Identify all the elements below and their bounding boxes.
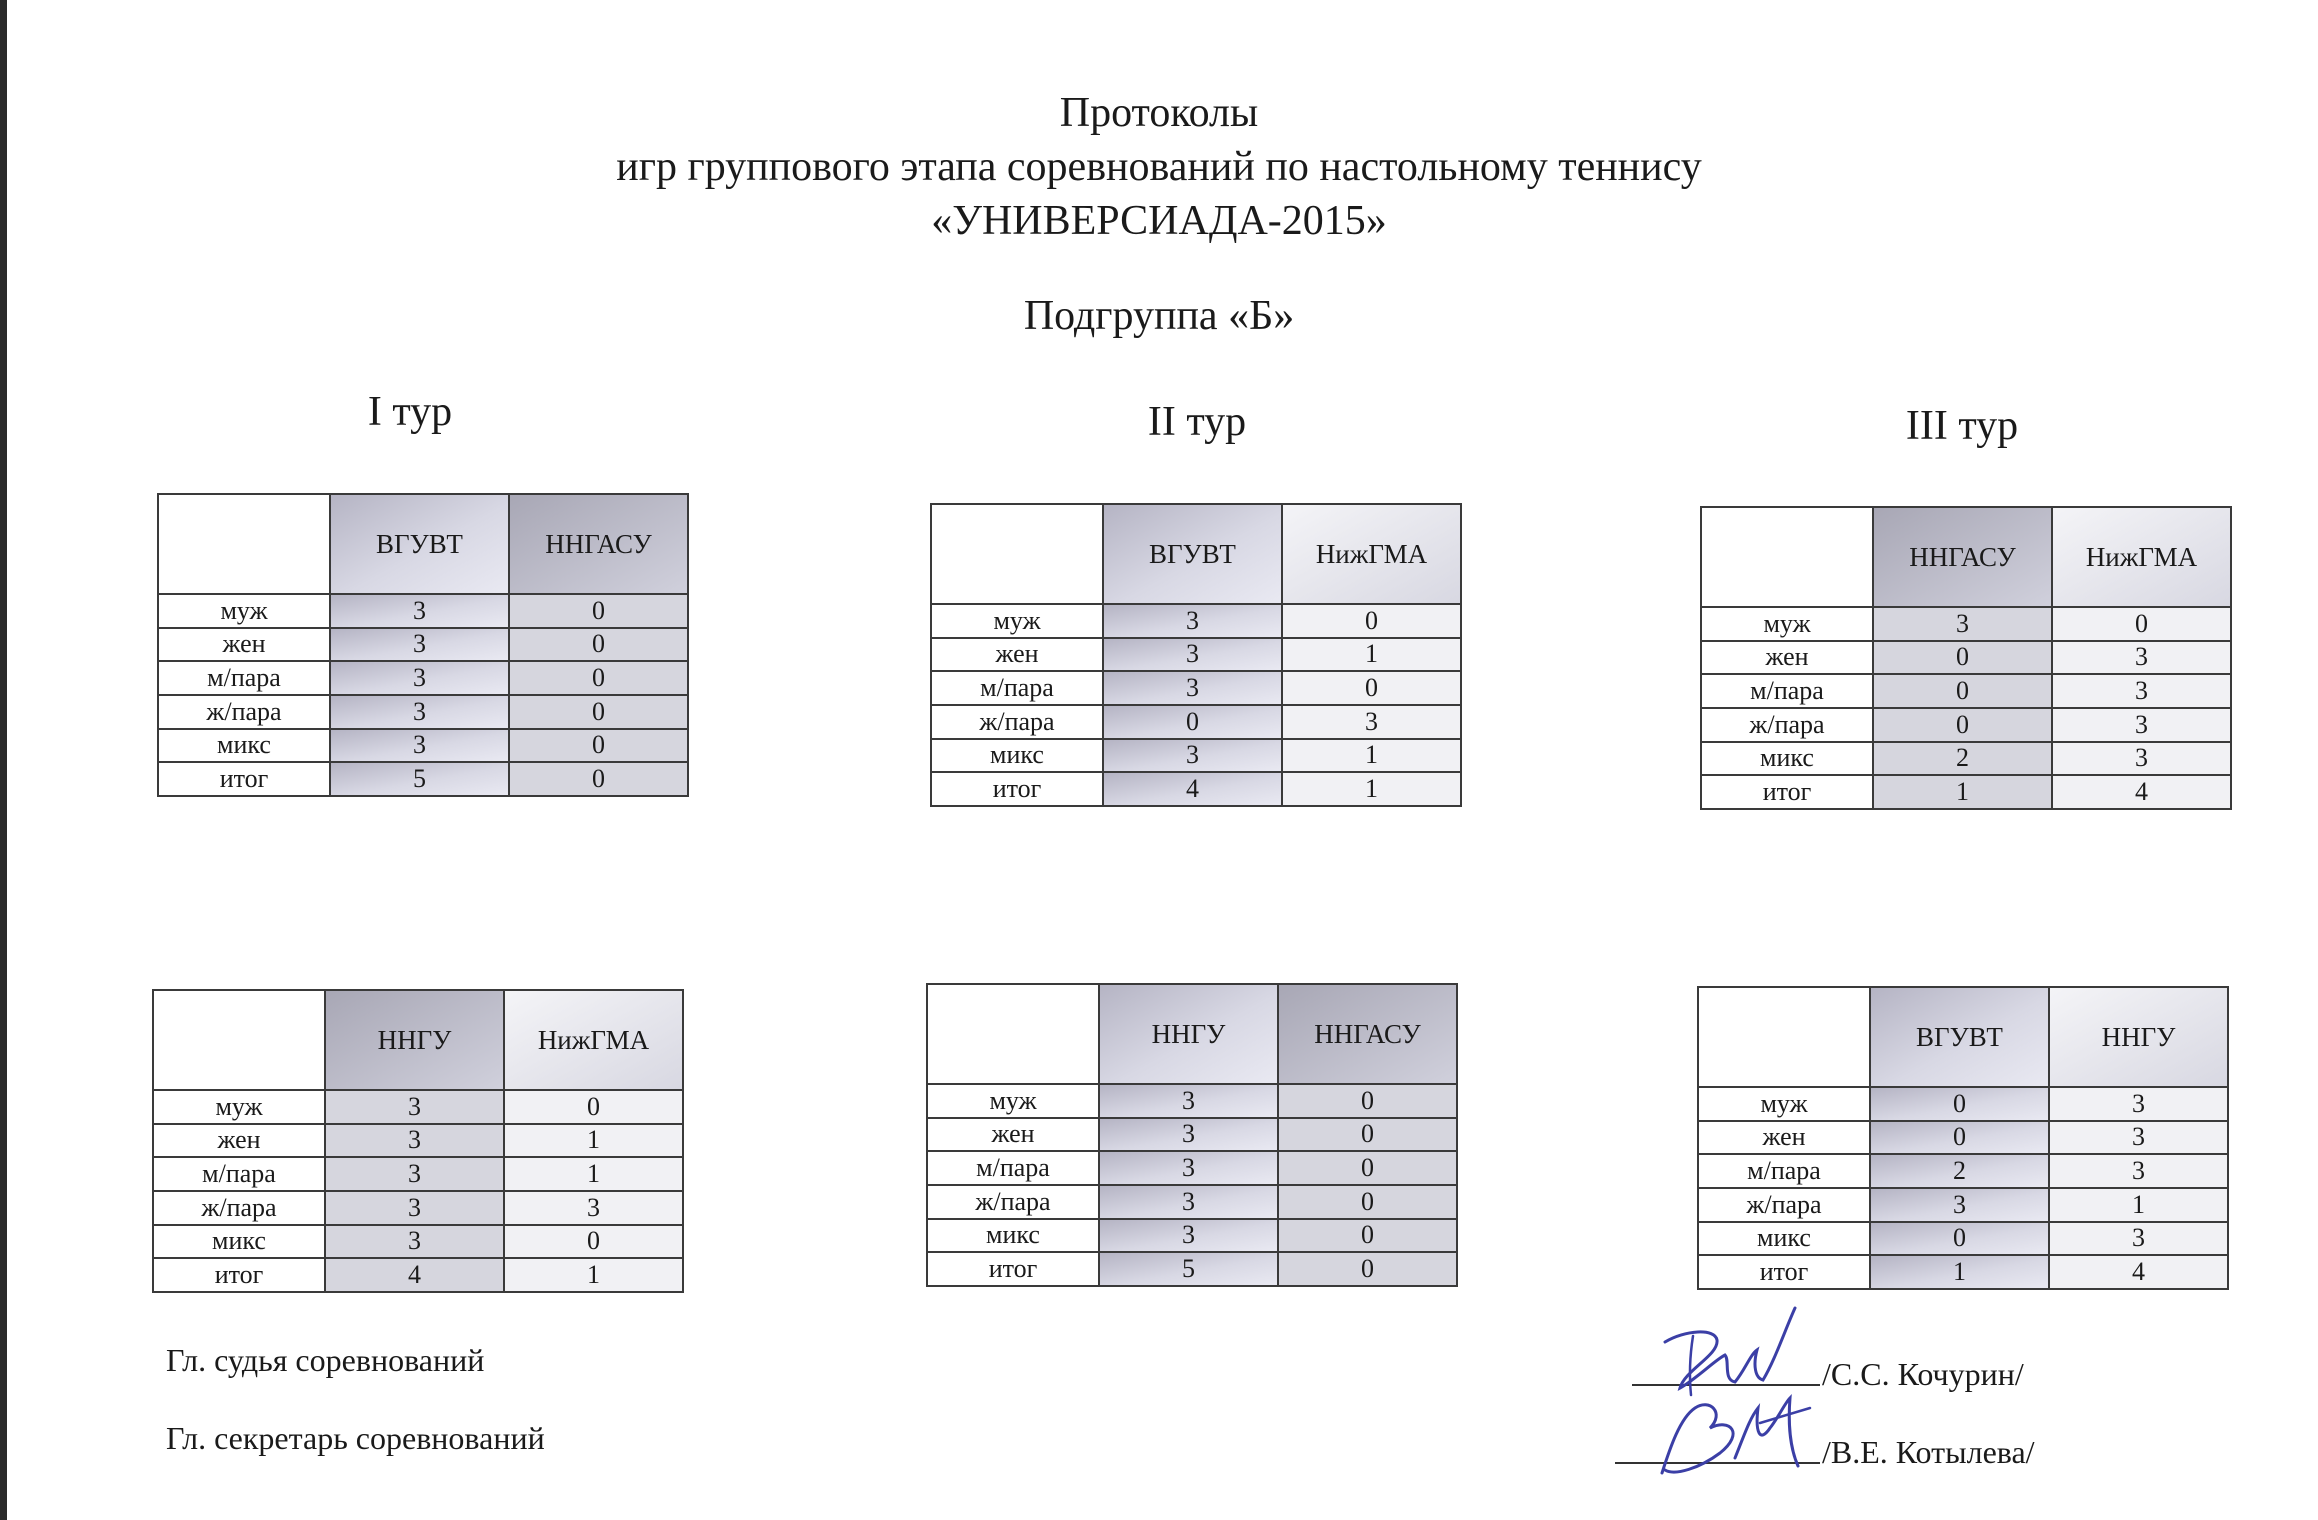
score-row bbox=[158, 594, 688, 628]
team1-score: 3 bbox=[330, 628, 509, 662]
row-label: муж bbox=[1698, 1087, 1870, 1121]
row-label: ж/пара bbox=[927, 1185, 1099, 1219]
row-label: итог bbox=[1698, 1255, 1870, 1289]
row-label: микс bbox=[1698, 1222, 1870, 1256]
match-table-tour2-1 bbox=[930, 503, 1462, 807]
match-table-tour1-1 bbox=[157, 493, 689, 797]
team1-score: 0 bbox=[1103, 705, 1282, 739]
match-header-row bbox=[1698, 987, 2228, 1087]
score-row bbox=[1701, 607, 2231, 641]
match-header-row bbox=[927, 984, 1457, 1084]
team2-score: 0 bbox=[509, 729, 688, 763]
row-label: ж/пара bbox=[1701, 708, 1873, 742]
team1-score: 3 bbox=[325, 1191, 504, 1225]
team2-score: 0 bbox=[1278, 1084, 1457, 1118]
score-row bbox=[153, 1124, 683, 1158]
team1-name: ВГУВТ bbox=[1870, 987, 2049, 1087]
tour-3-title: III тур bbox=[1905, 403, 2019, 449]
team1-score: 3 bbox=[1103, 604, 1282, 638]
score-row bbox=[1698, 1222, 2228, 1256]
score-row bbox=[1701, 742, 2231, 776]
total-row bbox=[1698, 1255, 2228, 1289]
row-label: микс bbox=[158, 729, 330, 763]
team2-score: 0 bbox=[1278, 1219, 1457, 1253]
subgroup-title: Подгруппа «Б» bbox=[1023, 293, 1295, 339]
chief-judge-label: Гл. судья соревнований bbox=[166, 1342, 485, 1378]
team1-score: 3 bbox=[1099, 1219, 1278, 1253]
row-label: жен bbox=[158, 628, 330, 662]
team1-score: 3 bbox=[330, 729, 509, 763]
team1-score: 3 bbox=[330, 661, 509, 695]
row-label: муж bbox=[931, 604, 1103, 638]
team2-name: ННГУ bbox=[2049, 987, 2228, 1087]
team2-score: 0 bbox=[509, 695, 688, 729]
team2-score: 0 bbox=[509, 594, 688, 628]
row-label: микс bbox=[153, 1225, 325, 1259]
match-header-row bbox=[1701, 507, 2231, 607]
score-row bbox=[927, 1118, 1457, 1152]
score-row bbox=[927, 1151, 1457, 1185]
team1-score: 3 bbox=[325, 1124, 504, 1158]
team2-score: 1 bbox=[504, 1124, 683, 1158]
team2-score: 3 bbox=[2049, 1087, 2228, 1121]
secretary-signature-icon bbox=[1640, 1378, 1840, 1488]
row-label: ж/пара bbox=[1698, 1188, 1870, 1222]
total-row bbox=[927, 1252, 1457, 1286]
team2-name: ННГАСУ bbox=[509, 494, 688, 594]
team2-score: 0 bbox=[504, 1225, 683, 1259]
chief-secretary-name: /В.Е. Котылева/ bbox=[1822, 1434, 2035, 1470]
corner-cell bbox=[158, 494, 330, 594]
team2-score: 3 bbox=[2049, 1222, 2228, 1256]
team1-score: 0 bbox=[1873, 641, 2052, 675]
team1-name: ВГУВТ bbox=[330, 494, 509, 594]
team1-total: 1 bbox=[1873, 775, 2052, 809]
score-row bbox=[927, 1084, 1457, 1118]
team1-total: 5 bbox=[1099, 1252, 1278, 1286]
team2-name: НижГМА bbox=[504, 990, 683, 1090]
team2-total: 4 bbox=[2049, 1255, 2228, 1289]
team2-score: 0 bbox=[1282, 604, 1461, 638]
corner-cell bbox=[153, 990, 325, 1090]
score-row bbox=[1701, 674, 2231, 708]
corner-cell bbox=[1698, 987, 1870, 1087]
row-label: муж bbox=[1701, 607, 1873, 641]
team1-score: 3 bbox=[1099, 1151, 1278, 1185]
row-label: муж bbox=[927, 1084, 1099, 1118]
match-header-row bbox=[931, 504, 1461, 604]
team1-score: 0 bbox=[1870, 1087, 2049, 1121]
document-header bbox=[0, 86, 2318, 248]
team1-score: 0 bbox=[1870, 1222, 2049, 1256]
score-row bbox=[153, 1225, 683, 1259]
team2-score: 0 bbox=[509, 628, 688, 662]
team2-score: 3 bbox=[2049, 1121, 2228, 1155]
team1-total: 4 bbox=[325, 1258, 504, 1292]
team2-score: 1 bbox=[2049, 1188, 2228, 1222]
team1-score: 3 bbox=[1870, 1188, 2049, 1222]
score-row bbox=[1698, 1087, 2228, 1121]
match-table-tour3-2 bbox=[1697, 986, 2229, 1290]
corner-cell bbox=[927, 984, 1099, 1084]
match-table-tour1-2 bbox=[152, 989, 684, 1293]
document-subtitle: игр группового этапа соревнований по настольному теннису bbox=[616, 144, 1702, 190]
row-label: жен bbox=[153, 1124, 325, 1158]
corner-cell bbox=[931, 504, 1103, 604]
row-label: жен bbox=[1701, 641, 1873, 675]
row-label: м/пара bbox=[158, 661, 330, 695]
document-title: Протоколы bbox=[1059, 90, 1259, 136]
team2-score: 3 bbox=[2052, 742, 2231, 776]
row-label: муж bbox=[153, 1090, 325, 1124]
event-name: «УНИВЕРСИАДА-2015» bbox=[931, 198, 1387, 244]
team1-score: 3 bbox=[1103, 739, 1282, 773]
row-label: м/пара bbox=[927, 1151, 1099, 1185]
row-label: ж/пара bbox=[158, 695, 330, 729]
score-row bbox=[1698, 1121, 2228, 1155]
row-label: ж/пара bbox=[153, 1191, 325, 1225]
team1-score: 3 bbox=[1099, 1185, 1278, 1219]
team1-score: 0 bbox=[1873, 674, 2052, 708]
row-label: микс bbox=[927, 1219, 1099, 1253]
score-row bbox=[153, 1090, 683, 1124]
team2-name: ННГАСУ bbox=[1278, 984, 1457, 1084]
score-row bbox=[158, 729, 688, 763]
team1-total: 1 bbox=[1870, 1255, 2049, 1289]
team1-score: 2 bbox=[1873, 742, 2052, 776]
row-label: жен bbox=[931, 638, 1103, 672]
team1-name: ННГАСУ bbox=[1873, 507, 2052, 607]
team1-score: 0 bbox=[1870, 1121, 2049, 1155]
score-row bbox=[931, 739, 1461, 773]
row-label: м/пара bbox=[931, 671, 1103, 705]
match-header-row bbox=[158, 494, 688, 594]
team2-name: НижГМА bbox=[2052, 507, 2231, 607]
row-label: итог bbox=[927, 1252, 1099, 1286]
row-label: ж/пара bbox=[931, 705, 1103, 739]
row-label: микс bbox=[931, 739, 1103, 773]
row-label: итог bbox=[158, 762, 330, 796]
team1-score: 0 bbox=[1873, 708, 2052, 742]
team1-score: 3 bbox=[325, 1225, 504, 1259]
team1-score: 3 bbox=[1099, 1084, 1278, 1118]
chief-secretary-label: Гл. секретарь соревнований bbox=[166, 1420, 545, 1456]
row-label: жен bbox=[927, 1118, 1099, 1152]
team2-score: 0 bbox=[509, 661, 688, 695]
row-label: итог bbox=[153, 1258, 325, 1292]
match-table-tour3-1 bbox=[1700, 506, 2232, 810]
team2-score: 3 bbox=[2052, 674, 2231, 708]
team1-score: 3 bbox=[330, 594, 509, 628]
score-row bbox=[927, 1185, 1457, 1219]
score-row bbox=[158, 695, 688, 729]
row-label: микс bbox=[1701, 742, 1873, 776]
score-row bbox=[1698, 1154, 2228, 1188]
row-label: м/пара bbox=[1698, 1154, 1870, 1188]
row-label: итог bbox=[931, 772, 1103, 806]
team2-total: 0 bbox=[1278, 1252, 1457, 1286]
score-row bbox=[931, 705, 1461, 739]
team1-score: 3 bbox=[1873, 607, 2052, 641]
team2-score: 0 bbox=[1278, 1118, 1457, 1152]
row-label: итог bbox=[1701, 775, 1873, 809]
total-row bbox=[1701, 775, 2231, 809]
score-row bbox=[1701, 708, 2231, 742]
row-label: муж bbox=[158, 594, 330, 628]
row-label: жен bbox=[1698, 1121, 1870, 1155]
team2-total: 0 bbox=[509, 762, 688, 796]
tour-1-title: I тур bbox=[367, 389, 453, 435]
team1-name: ВГУВТ bbox=[1103, 504, 1282, 604]
team1-score: 3 bbox=[1103, 671, 1282, 705]
team1-name: ННГУ bbox=[325, 990, 504, 1090]
score-row bbox=[931, 604, 1461, 638]
team1-name: ННГУ bbox=[1099, 984, 1278, 1084]
score-row bbox=[153, 1157, 683, 1191]
chief-judge-name: /С.С. Кочурин/ bbox=[1822, 1356, 2024, 1392]
team1-total: 4 bbox=[1103, 772, 1282, 806]
team1-score: 3 bbox=[1099, 1118, 1278, 1152]
team2-score: 3 bbox=[2052, 708, 2231, 742]
corner-cell bbox=[1701, 507, 1873, 607]
team2-score: 0 bbox=[1282, 671, 1461, 705]
score-row bbox=[158, 628, 688, 662]
total-row bbox=[153, 1258, 683, 1292]
team2-score: 3 bbox=[1282, 705, 1461, 739]
total-row bbox=[931, 772, 1461, 806]
row-label: м/пара bbox=[1701, 674, 1873, 708]
team2-name: НижГМА bbox=[1282, 504, 1461, 604]
team2-score: 0 bbox=[1278, 1185, 1457, 1219]
score-row bbox=[158, 661, 688, 695]
total-row bbox=[158, 762, 688, 796]
team1-score: 3 bbox=[325, 1157, 504, 1191]
team1-score: 3 bbox=[325, 1090, 504, 1124]
score-row bbox=[1701, 641, 2231, 675]
team1-score: 3 bbox=[1103, 638, 1282, 672]
team2-score: 1 bbox=[1282, 739, 1461, 773]
team1-score: 3 bbox=[330, 695, 509, 729]
team2-total: 1 bbox=[1282, 772, 1461, 806]
score-row bbox=[153, 1191, 683, 1225]
match-table-tour2-2 bbox=[926, 983, 1458, 1287]
team2-score: 3 bbox=[2052, 641, 2231, 675]
team2-score: 0 bbox=[504, 1090, 683, 1124]
row-label: м/пара bbox=[153, 1157, 325, 1191]
team2-score: 1 bbox=[504, 1157, 683, 1191]
team2-score: 0 bbox=[2052, 607, 2231, 641]
team1-total: 5 bbox=[330, 762, 509, 796]
team2-score: 3 bbox=[504, 1191, 683, 1225]
team2-total: 1 bbox=[504, 1258, 683, 1292]
tour-2-title: II тур bbox=[1147, 399, 1247, 445]
score-row bbox=[931, 671, 1461, 705]
match-header-row bbox=[153, 990, 683, 1090]
team2-total: 4 bbox=[2052, 775, 2231, 809]
team2-score: 3 bbox=[2049, 1154, 2228, 1188]
team2-score: 0 bbox=[1278, 1151, 1457, 1185]
score-row bbox=[1698, 1188, 2228, 1222]
team1-score: 2 bbox=[1870, 1154, 2049, 1188]
score-row bbox=[931, 638, 1461, 672]
score-row bbox=[927, 1219, 1457, 1253]
team2-score: 1 bbox=[1282, 638, 1461, 672]
